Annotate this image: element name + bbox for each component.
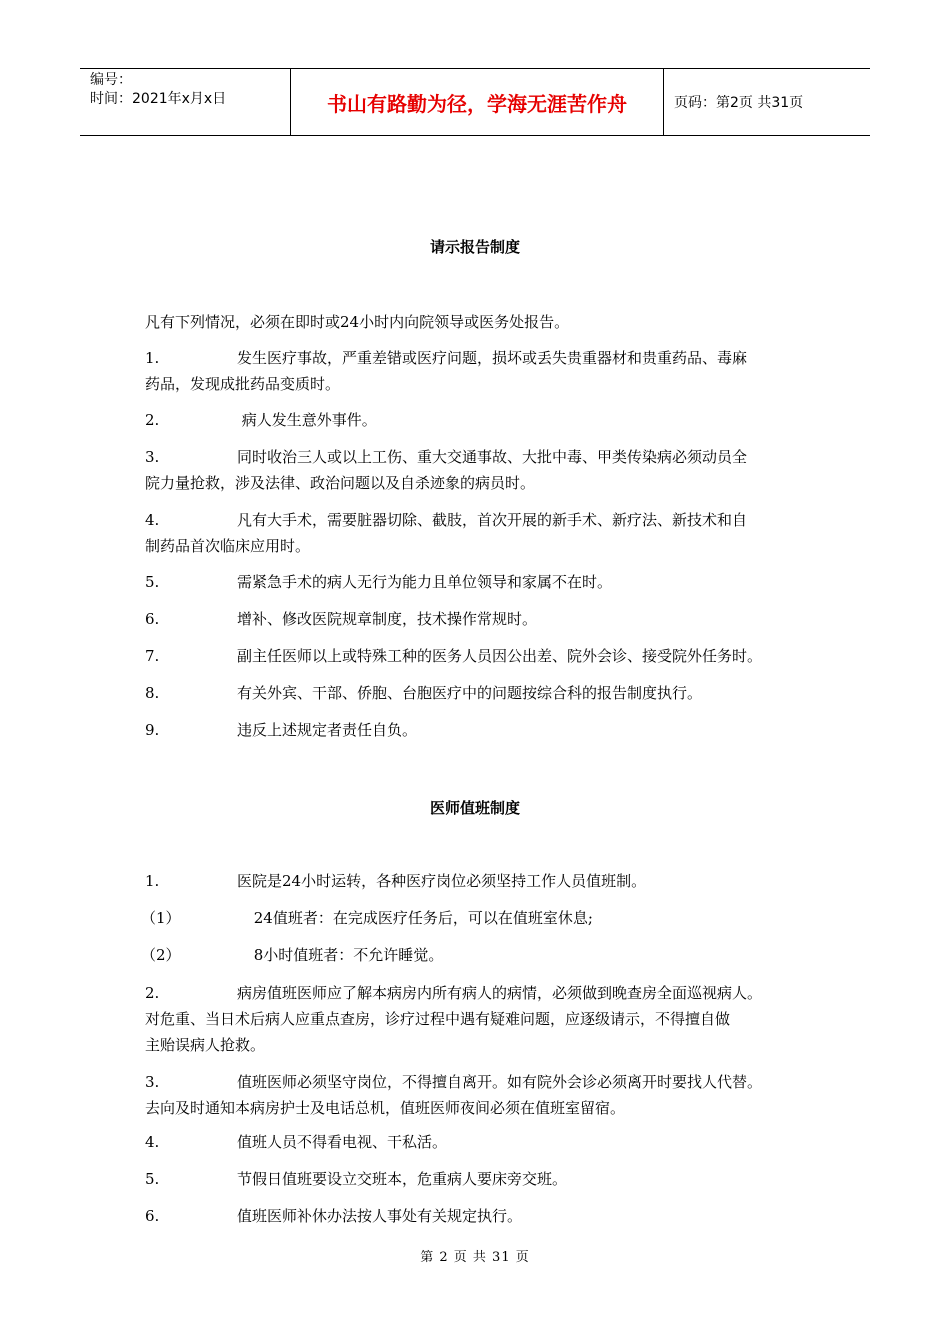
item-text: 节假日值班要设立交班本，危重病人要床旁交班。 xyxy=(237,1170,568,1188)
page-header xyxy=(80,68,870,136)
item-text: 值班人员不得看电视、干私活。 xyxy=(237,1133,448,1151)
item-text: 病人发生意外事件。 xyxy=(237,411,377,429)
item-number: 2. xyxy=(145,984,160,1002)
item-text-cont: 主贻误病人抢救。 xyxy=(145,1036,266,1054)
section-title-report: 请示报告制度 xyxy=(429,238,520,256)
item-number: 6. xyxy=(145,1207,160,1225)
item-number: 1. xyxy=(145,349,160,367)
item-text: 病房值班医师应了解本病房内所有病人的病情，必须做到晚查房全面巡视病人。 xyxy=(237,984,763,1002)
list-item xyxy=(145,980,845,1058)
header-page-info: 页码：第2页 共31页 xyxy=(674,95,804,111)
header-motto: 书山有路勤为径，学海无涯苦作舟 xyxy=(291,69,664,135)
serial-label: 编号： xyxy=(90,72,132,88)
list-item xyxy=(145,1069,845,1121)
item-number: 7. xyxy=(145,647,160,665)
list-item xyxy=(145,1166,825,1192)
item-text: 发生医疗事故，严重差错或医疗问题，损坏或丢失贵重器材和贵重药品、毒麻 xyxy=(237,349,748,367)
item-text-cont: 药品，发现成批药品变质时。 xyxy=(145,375,341,393)
item-number: 2. xyxy=(145,411,160,429)
list-item xyxy=(145,407,825,433)
item-number: （1） xyxy=(141,909,181,927)
sub-list-item xyxy=(141,942,821,968)
item-text-cont: 院力量抢救，涉及法律、政治问题以及自杀迹象的病员时。 xyxy=(145,474,536,492)
item-text: 同时收治三人或以上工伤、重大交通事故、大批中毒、甲类传染病必须动员全 xyxy=(237,448,748,466)
list-item xyxy=(145,606,825,632)
item-number: 6. xyxy=(145,610,160,628)
item-number: 3. xyxy=(145,448,160,466)
item-text: 有关外宾、干部、侨胞、台胞医疗中的问题按综合科的报告制度执行。 xyxy=(237,684,703,702)
list-item xyxy=(145,444,825,496)
item-text: 8小时值班者：不允许睡觉。 xyxy=(249,946,444,964)
item-text: 副主任医师以上或特殊工种的医务人员因公出差、院外会诊、接受院外任务时。 xyxy=(237,647,763,665)
item-text: 需紧急手术的病人无行为能力且单位领导和家属不在时。 xyxy=(237,573,613,591)
list-item xyxy=(145,1203,825,1229)
list-item xyxy=(145,717,825,743)
item-text: 值班医师补休办法按人事处有关规定执行。 xyxy=(237,1207,523,1225)
sub-list-item xyxy=(141,905,821,931)
list-item xyxy=(145,1129,825,1155)
intro-paragraph: 凡有下列情况，必须在即时或24小时内向院领导或医务处报告。 xyxy=(145,313,570,331)
item-text-cont: 对危重、当日术后病人应重点查房，诊疗过程中遇有疑难问题，应逐级请示，不得擅自做 xyxy=(145,1010,731,1028)
item-text: 违反上述规定者责任自负。 xyxy=(237,721,418,739)
item-number: 4. xyxy=(145,1133,160,1151)
item-number: 5. xyxy=(145,573,160,591)
list-item xyxy=(145,868,825,894)
list-item xyxy=(145,507,825,559)
item-text: 24值班者：在完成医疗任务后，可以在值班室休息; xyxy=(249,909,593,927)
item-number: （2） xyxy=(141,946,181,964)
item-text: 值班医师必须坚守岗位，不得擅自离开。如有院外会诊必须离开时要找人代替。 xyxy=(237,1073,763,1091)
page-footer: 第 2 页 共 31 页 xyxy=(420,1250,530,1265)
item-text-cont: 制药品首次临床应用时。 xyxy=(145,537,311,555)
item-text: 医院是24小时运转，各种医疗岗位必须坚持工作人员值班制。 xyxy=(237,872,647,890)
item-number: 9. xyxy=(145,721,160,739)
section-title-duty: 医师值班制度 xyxy=(429,799,520,817)
item-number: 5. xyxy=(145,1170,160,1188)
list-item xyxy=(145,345,825,397)
item-text: 凡有大手术，需要脏器切除、截肢，首次开展的新手术、新疗法、新技术和自 xyxy=(237,511,748,529)
item-text-cont: 去向及时通知本病房护士及电话总机，值班医师夜间必须在值班室留宿。 xyxy=(145,1099,626,1117)
item-number: 8. xyxy=(145,684,160,702)
header-meta xyxy=(80,69,291,135)
item-number: 1. xyxy=(145,872,160,890)
time-label: 时间：2021年x月x日 xyxy=(90,91,227,107)
list-item xyxy=(145,643,825,669)
item-number: 3. xyxy=(145,1073,160,1091)
list-item xyxy=(145,680,825,706)
item-number: 4. xyxy=(145,511,160,529)
item-text: 增补、修改医院规章制度，技术操作常规时。 xyxy=(237,610,538,628)
list-item xyxy=(145,569,825,595)
